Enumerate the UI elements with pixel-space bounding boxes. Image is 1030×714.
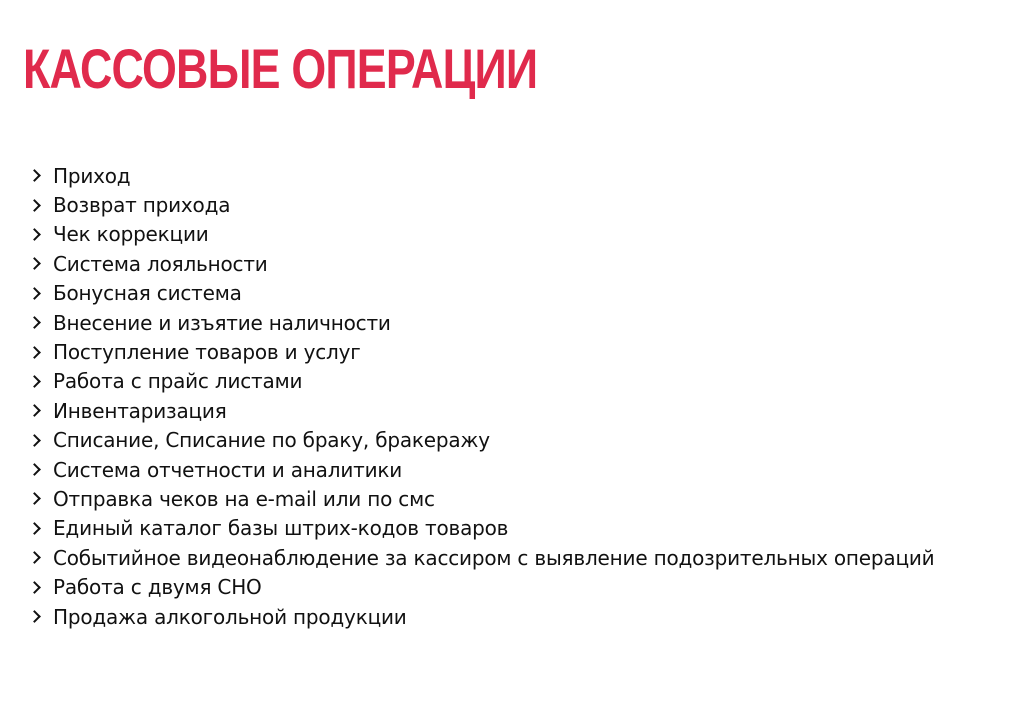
list-item <box>28 161 934 190</box>
list-item-label: Списание, Списание по браку, бракеражу <box>53 428 490 453</box>
chevron-right-icon <box>28 257 41 270</box>
chevron-right-icon <box>28 169 41 182</box>
chevron-right-icon <box>28 551 41 564</box>
list-item-label: Инвентаризация <box>53 398 227 423</box>
list-item <box>28 484 934 513</box>
list-item <box>28 337 934 366</box>
list-item-label: Бонусная система <box>53 281 242 306</box>
list-item-label: Система лояльности <box>53 251 268 276</box>
list-item-label: Работа с двумя СНО <box>53 575 262 600</box>
list-item-label: Приход <box>53 163 131 188</box>
list-item <box>28 220 934 249</box>
chevron-right-icon <box>28 522 41 535</box>
chevron-right-icon <box>28 228 41 241</box>
chevron-right-icon <box>28 463 41 476</box>
list-item <box>28 543 934 572</box>
list-item-label: Поступление товаров и услуг <box>53 340 361 365</box>
list-item <box>28 190 934 219</box>
list-item-label: Событийное видеонаблюдение за кассиром с выявление подозрительных операций <box>53 545 935 570</box>
chevron-right-icon <box>28 581 41 594</box>
list-item <box>28 602 934 631</box>
list-item-label: Отправка чеков на e-mail или по смс <box>53 486 435 511</box>
chevron-right-icon <box>28 287 41 300</box>
list-item <box>28 514 934 543</box>
list-item-label: Единый каталог базы штрих-кодов товаров <box>53 516 509 541</box>
list-item-label: Возврат прихода <box>53 193 231 218</box>
chevron-right-icon <box>28 610 41 623</box>
list-item-label: Система отчетности и аналитики <box>53 457 403 482</box>
chevron-right-icon <box>28 316 41 329</box>
feature-list <box>28 161 934 631</box>
list-item <box>28 396 934 425</box>
list-item <box>28 279 934 308</box>
list-item <box>28 572 934 601</box>
chevron-right-icon <box>28 375 41 388</box>
chevron-right-icon <box>28 199 41 212</box>
chevron-right-icon <box>28 404 41 417</box>
list-item-label: Продажа алкогольной продукции <box>53 604 407 629</box>
list-item <box>28 426 934 455</box>
list-item <box>28 367 934 396</box>
list-item <box>28 455 934 484</box>
chevron-right-icon <box>28 346 41 359</box>
list-item <box>28 308 934 337</box>
list-item-label: Чек коррекции <box>53 222 209 247</box>
list-item-label: Внесение и изъятие наличности <box>53 310 391 335</box>
page-title: КАССОВЫЕ ОПЕРАЦИИ <box>23 37 538 100</box>
list-item-label: Работа с прайс листами <box>53 369 303 394</box>
chevron-right-icon <box>28 434 41 447</box>
chevron-right-icon <box>28 493 41 506</box>
list-item <box>28 249 934 278</box>
